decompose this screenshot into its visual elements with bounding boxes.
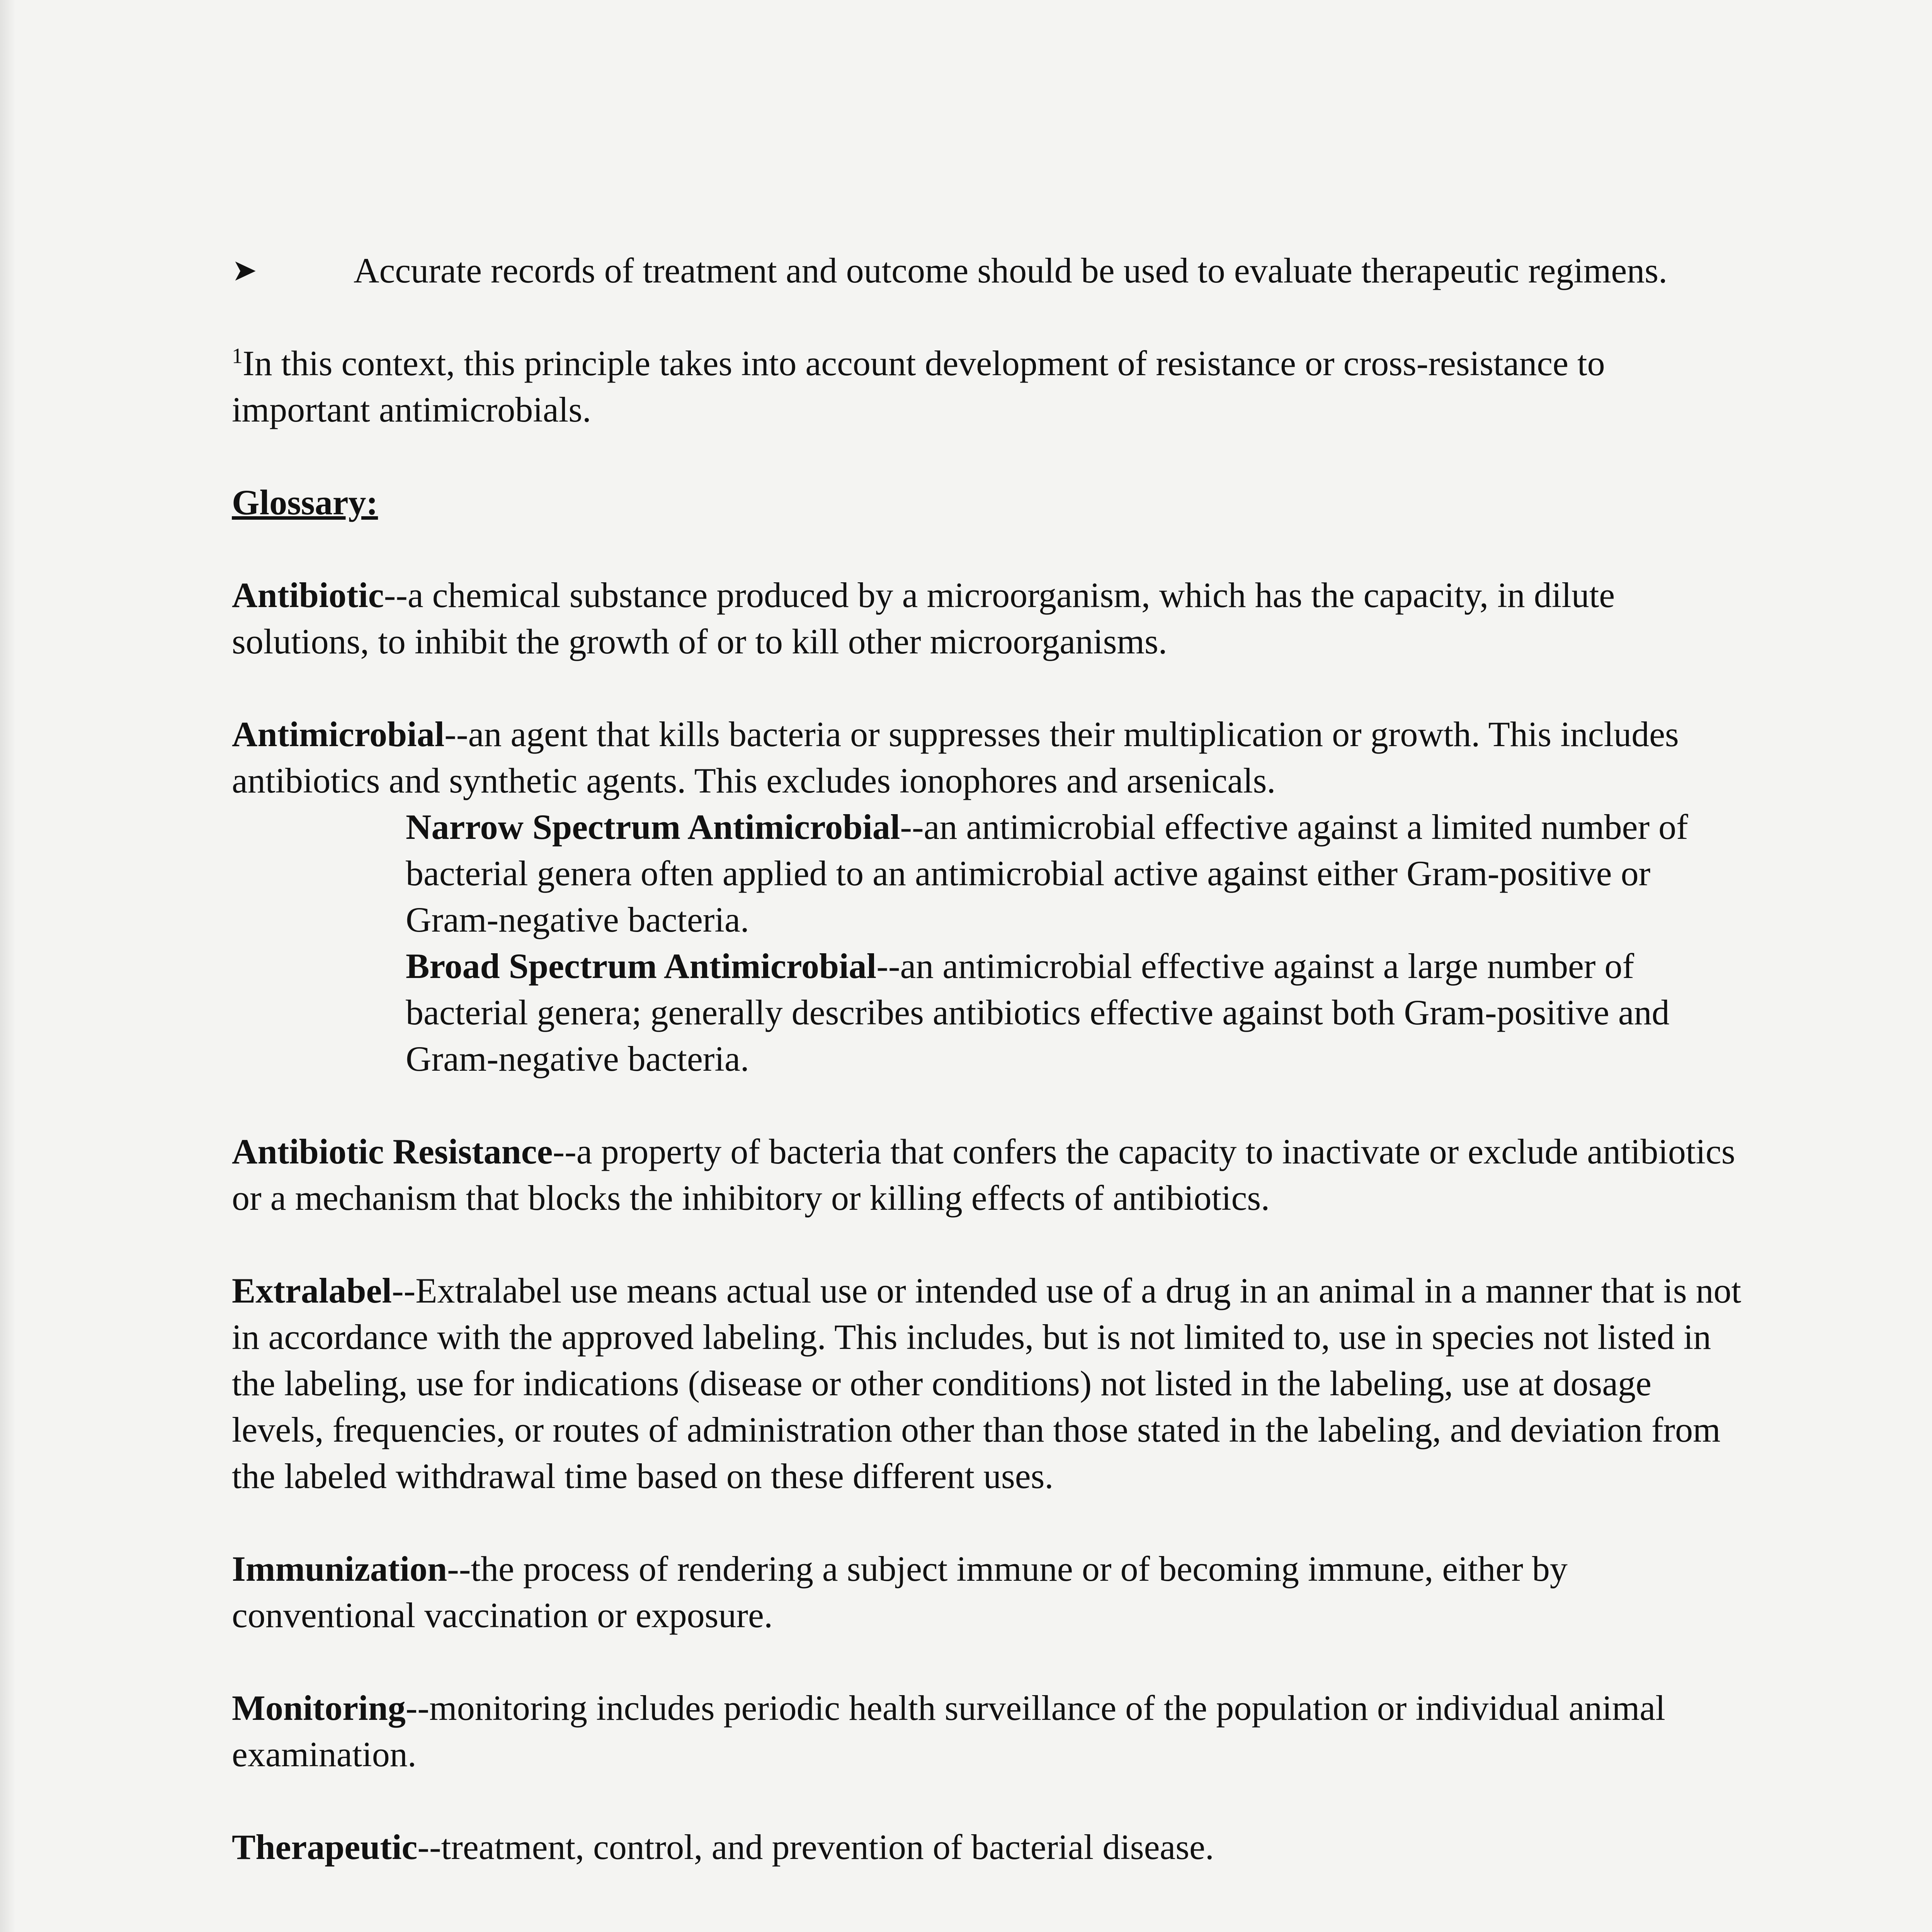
glossary-term: Antimicrobial <box>232 714 445 754</box>
glossary-term: Immunization <box>232 1549 447 1588</box>
glossary-term: Monitoring <box>232 1688 406 1728</box>
glossary-definition: --an agent that kills bacteria or suppresses their multiplication or growth. This includes antibiotics and synthetic agents. This excludes ionophores and arsenicals. <box>232 714 1679 800</box>
glossary-definition: --an antimicrobial effective against a large number of bacterial genera; generally describes antibiotics effective against both Gram-positive and Gram-negative bacteria. <box>406 946 1670 1078</box>
glossary-term: Therapeutic <box>232 1827 418 1867</box>
bullet-text: Accurate records of treatment and outcome should be used to evaluate therapeutic regimens. <box>354 251 1668 290</box>
glossary-term: Broad Spectrum Antimicrobial <box>406 946 877 986</box>
glossary-definition: --the process of rendering a subject immune or of becoming immune, either by conventional vaccination or exposure. <box>232 1549 1568 1635</box>
glossary-entry-extralabel <box>232 1267 1747 1499</box>
glossary-entry-immunization <box>232 1546 1747 1638</box>
glossary-entry-therapeutic <box>232 1824 1747 1870</box>
footnote-text: In this context, this principle takes into account development of resistance or cross-resistance to important antimicrobials. <box>232 344 1605 429</box>
glossary-definition: --Extralabel use means actual use or intended use of a drug in an animal in a manner that is not in accordance with the approved labeling. This includes, but is not limited to, use in species not listed in the labeling, use for indications (disease or other conditions) not listed in the labeling, use at dosage levels, frequencies, or routes of administration other than those stated in the labeling, and deviation from the labeled withdrawal time based on these different uses. <box>232 1271 1742 1496</box>
glossary-term: Antibiotic Resistance <box>232 1132 553 1171</box>
glossary-subentry-narrow-spectrum <box>406 804 1747 943</box>
glossary-definition: --an antimicrobial effective against a limited number of bacterial genera often applied to an antimicrobial active against either Gram-positive or Gram-negative bacteria. <box>406 807 1688 939</box>
footnote-marker: 1 <box>232 344 243 368</box>
glossary-definition: --a property of bacteria that confers the capacity to inactivate or exclude antibiotics or a mechanism that blocks the inhibitory or killing effects of antibiotics. <box>232 1132 1735 1218</box>
glossary-heading: Glossary: <box>232 483 378 522</box>
glossary-term: Extralabel <box>232 1271 392 1310</box>
glossary-subentry-broad-spectrum <box>406 943 1747 1082</box>
glossary-entry-antibiotic-resistance <box>232 1128 1747 1221</box>
glossary-term: Narrow Spectrum Antimicrobial <box>406 807 900 847</box>
glossary-entry-monitoring <box>232 1685 1747 1777</box>
scan-shadow-left <box>0 0 15 1932</box>
glossary-term: Antibiotic <box>232 575 384 615</box>
glossary-entry-antibiotic <box>232 572 1747 665</box>
footnote <box>232 340 1747 433</box>
glossary-entry-antimicrobial <box>232 711 1747 804</box>
bullet-item <box>232 247 1747 294</box>
glossary-definition: --monitoring includes periodic health surveillance of the population or individual animal examination. <box>232 1688 1665 1774</box>
glossary-definition: --a chemical substance produced by a microorganism, which has the capacity, in dilute solutions, to inhibit the growth of or to kill other microorganisms. <box>232 575 1615 661</box>
arrowhead-bullet-icon: ➤ <box>232 253 257 288</box>
page-content <box>232 247 1747 1870</box>
glossary-definition: --treatment, control, and prevention of bacterial disease. <box>417 1827 1214 1867</box>
